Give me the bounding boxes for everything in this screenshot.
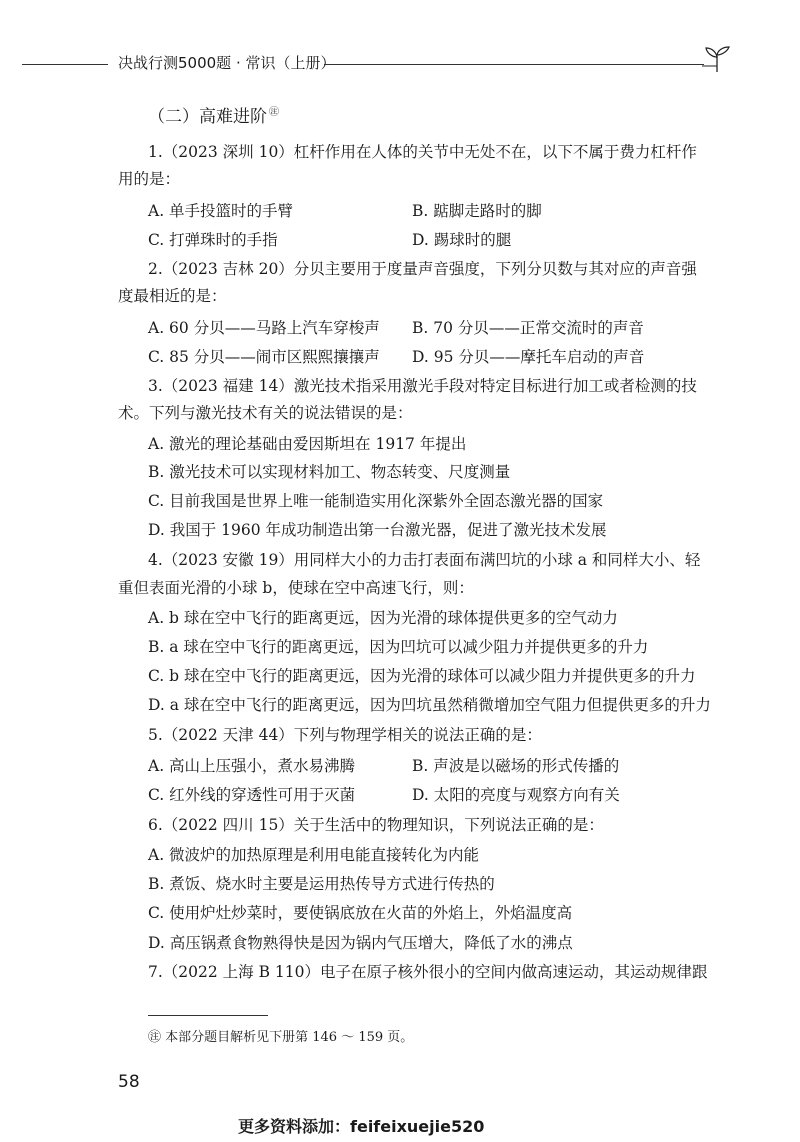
question-1-option-d: D. 踢球时的腿 — [412, 231, 512, 249]
question-4-line-2: 重但表面光滑的小球 b，使球在空中高速飞行，则： — [118, 579, 474, 597]
question-6-option-c: C. 使用炉灶炒菜时，要使锅底放在火苗的外焰上，外焰温度高 — [148, 904, 573, 922]
question-1-option-a: A. 单手投篮时的手臂 — [148, 202, 294, 220]
question-3-option-a: A. 激光的理论基础由爱因斯坦在 1917 年提出 — [148, 435, 467, 453]
question-6-option-b: B. 煮饭、烧水时主要是运用热传导方式进行传热的 — [148, 875, 495, 893]
note-mark-icon: ㊟ — [269, 107, 279, 119]
question-3-option-b: B. 激光技术可以实现材料加工、物态转变、尺度测量 — [148, 463, 511, 481]
question-2-option-c: C. 85 分贝——闹市区熙熙攘攘声 — [148, 348, 380, 366]
question-3-line-2: 术。下列与激光技术有关的说法错误的是： — [118, 404, 413, 422]
header-title: 决战行测5000题 · 常识（上册） — [118, 54, 336, 72]
question-4-option-d: D. a 球在空中飞行的距离更远，因为凹坑虽然稍微增加空气阻力但提供更多的升力 — [148, 696, 711, 714]
question-1-line-1: 1.（2023 深圳 10）杠杆作用在人体的关节中无处不在，以下不属于费力杠杆作 — [148, 143, 697, 161]
question-2-line-2: 度最相近的是： — [118, 287, 227, 305]
question-3-option-c: C. 目前我国是世界上唯一能制造实用化深紫外全固态激光器的国家 — [148, 492, 604, 510]
question-2-option-a: A. 60 分贝——马路上汽车穿梭声 — [148, 319, 380, 337]
question-2-option-b: B. 70 分贝——正常交流时的声音 — [412, 319, 644, 337]
question-2-option-d: D. 95 分贝——摩托车启动的声音 — [412, 348, 645, 366]
question-6-option-a: A. 微波炉的加热原理是利用电能直接转化为内能 — [148, 846, 480, 864]
question-5-option-c: C. 红外线的穿透性可用于灭菌 — [148, 786, 356, 804]
question-2-line-1: 2.（2023 吉林 20）分贝主要用于度量声音强度，下列分贝数与其对应的声音强 — [148, 260, 697, 278]
question-7-line-1: 7.（2022 上海 B 110）电子在原子核外很小的空间内做高速运动，其运动规律跟 — [148, 963, 708, 981]
contact-banner: 更多资料添加：feifeixuejie520 — [238, 1117, 485, 1136]
section-title — [148, 102, 279, 127]
section-title-text: （二）高难进阶 — [148, 107, 267, 127]
question-6-option-d: D. 高压锅煮食物熟得快是因为锅内气压增大，降低了水的沸点 — [148, 934, 573, 952]
question-6-line-1: 6.（2022 四川 15）关于生活中的物理知识，下列说法正确的是： — [148, 816, 604, 834]
question-3-option-d: D. 我国于 1960 年成功制造出第一台激光器，促进了激光技术发展 — [148, 521, 607, 539]
footnote: ㊟ 本部分题目解析见下册第 146 ～ 159 页。 — [148, 1030, 414, 1045]
question-1-line-2: 用的是： — [118, 170, 181, 188]
running-header — [22, 52, 722, 74]
question-5-option-b: B. 声波是以磁场的形式传播的 — [412, 757, 620, 775]
question-5-option-a: A. 高山上压强小，煮水易沸腾 — [148, 757, 356, 775]
question-1-option-c: C. 打弹珠时的手指 — [148, 231, 278, 249]
header-rule-right — [324, 64, 704, 65]
question-5-option-d: D. 太阳的亮度与观察方向有关 — [412, 786, 620, 804]
question-4-line-1: 4.（2023 安徽 19）用同样大小的力击打表面布满凹坑的小球 a 和同样大小、轻 — [148, 551, 701, 569]
footnote-rule — [148, 1015, 268, 1016]
page-number: 58 — [118, 1072, 140, 1092]
question-1-option-b: B. 踮脚走路时的脚 — [412, 202, 542, 220]
question-3-line-1: 3.（2023 福建 14）激光技术指采用激光手段对特定目标进行加工或者检测的技 — [148, 377, 697, 395]
question-4-option-c: C. b 球在空中飞行的距离更远，因为光滑的球体可以减少阻力并提供更多的升力 — [148, 667, 696, 685]
header-rule-left — [22, 64, 108, 65]
sprout-icon — [702, 44, 732, 74]
question-4-option-b: B. a 球在空中飞行的距离更远，因为凹坑可以减少阻力并提供更多的升力 — [148, 638, 649, 656]
question-5-line-1: 5.（2022 天津 44）下列与物理学相关的说法正确的是： — [148, 726, 542, 744]
question-4-option-a: A. b 球在空中飞行的距离更远，因为光滑的球体提供更多的空气动力 — [148, 609, 618, 627]
